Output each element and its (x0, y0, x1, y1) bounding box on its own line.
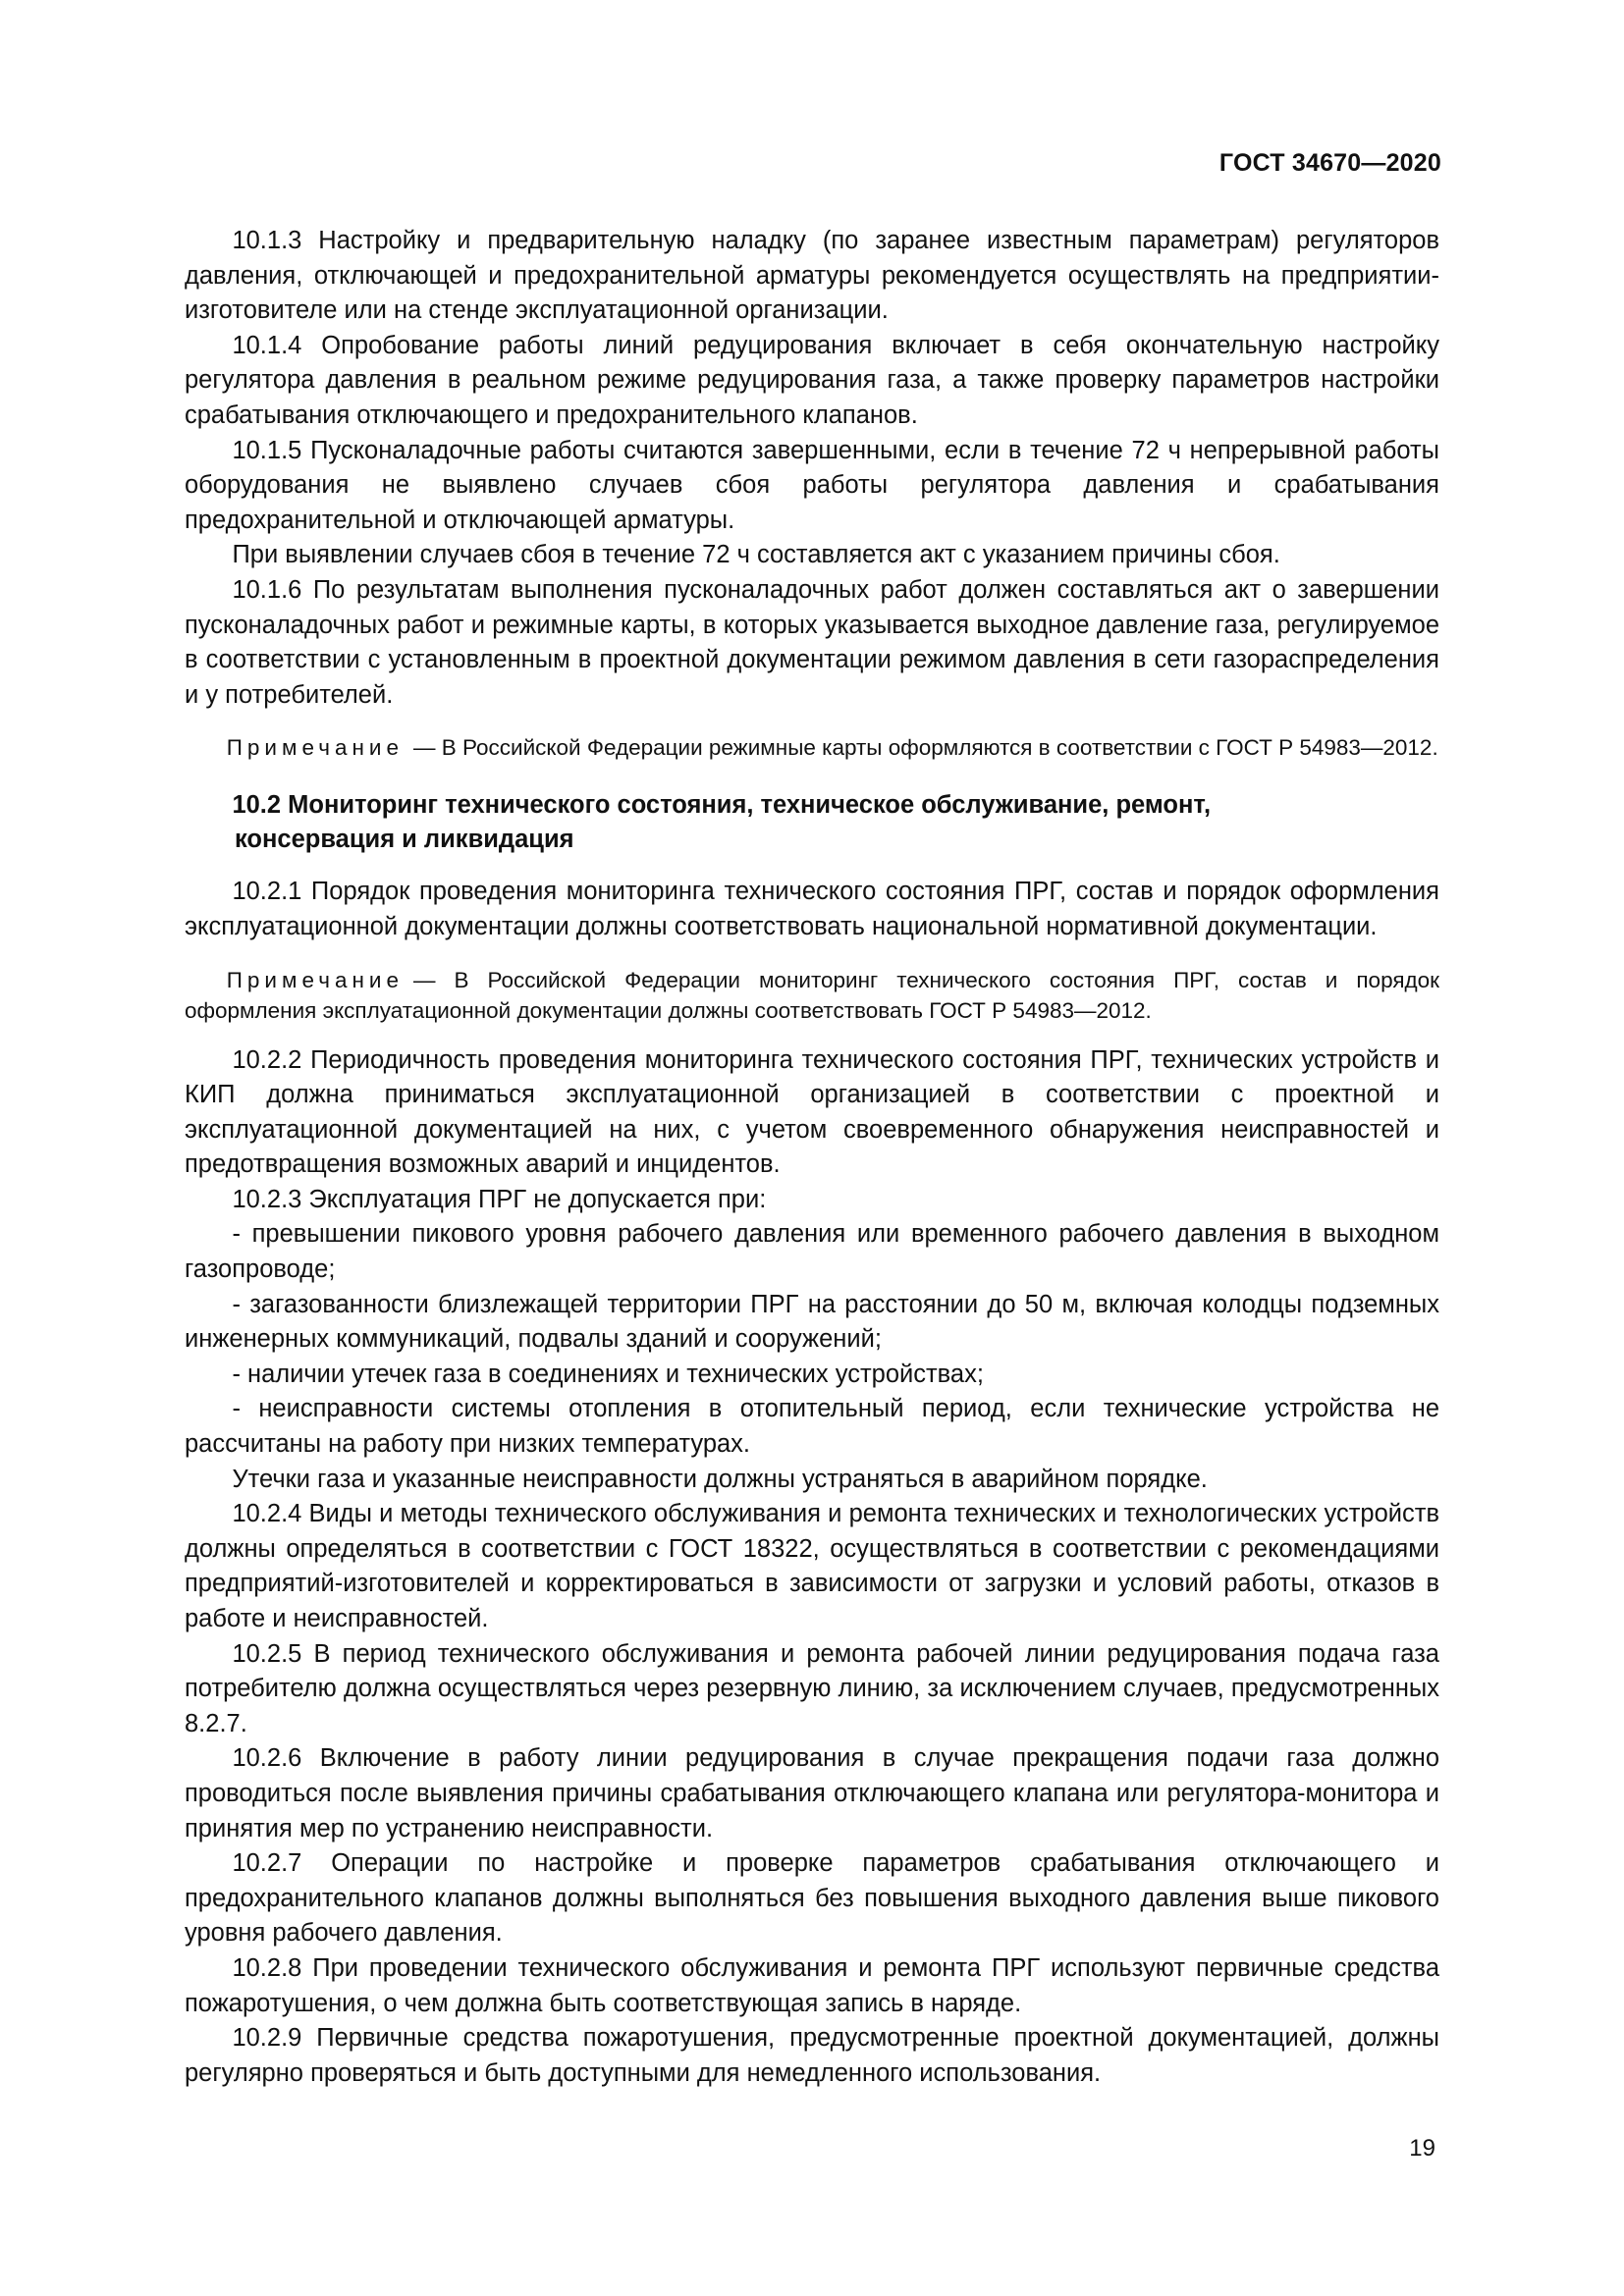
clause-10-2-8: 10.2.8 При проведении технического обслуживания и ремонта ПРГ используют первичные средства пожаротушения, о чем должна быть соответствующая запись в наряде. (185, 1953, 1439, 2017)
note-label: Примечание (226, 967, 404, 992)
clause-10-1-4: 10.1.4 Опробование работы линий редуцирования включает в себя окончательную настройку регулятора давления в реальном режиме редуцирования газа, а также проверку параметров настройки срабатывания отключающего и предохранительного клапанов. (185, 331, 1439, 429)
clause-10-1-3: 10.1.3 Настройку и предварительную наладку (по заранее известным параметрам) регуляторов давления, отключающей и предохранительной арматуры рекомендуется осуществлять на предприятии-изготовителе или на стенде эксплуатационной организации. (185, 227, 1439, 325)
section-heading-line-2: консервация и ликвидация (234, 826, 574, 854)
clause-10-1-6: 10.1.6 По результатам выполнения пусконаладочных работ должен составляться акт о завершении пусконаладочных работ и режимные карты, в которых указывается выходное давление газа, регулируемое в соответствии с установленным в проектной документации режимом давления в сети газораспределения и у потребителей. (185, 575, 1439, 709)
clause-10-2-3: 10.2.3 Эксплуатация ПРГ не допускается при: (232, 1185, 767, 1213)
document-id: ГОСТ 34670—2020 (1218, 149, 1441, 177)
clause-10-1-5: 10.1.5 Пусконаладочные работы считаются завершенными, если в течение 72 ч непрерывной работы оборудования не выявлено случаев сбоя работы регулятора давления и срабатывания предохранительной и отключающей арматуры. (185, 436, 1439, 534)
clause-10-2-2: 10.2.2 Периодичность проведения мониторинга технического состояния ПРГ, технических устройств и КИП должна приниматься эксплуатационной организацией в соответствии с проектной и эксплуатационной документацией на них, с учетом своевременного обнаружения неисправностей и предотвращения возможных аварий и инцидентов. (185, 1045, 1439, 1179)
clause-10-2-3-continuation: Утечки газа и указанные неисправности должны устраняться в аварийном порядке. (232, 1465, 1208, 1493)
clause-10-2-6: 10.2.6 Включение в работу линии редуцирования в случае прекращения подачи газа должно проводиться после выявления причины срабатывания отключающего клапана или регулятора-монитора и принятия мер по устранению неисправности. (185, 1744, 1439, 1842)
list-item: - превышении пикового уровня рабочего давления или временного рабочего давления в выходном газопроводе; (185, 1220, 1439, 1284)
section-heading-10-2 (185, 788, 1439, 857)
list-item: - наличии утечек газа в соединениях и технических устройствах; (232, 1360, 984, 1388)
list-item: - загазованности близлежащей территории ПРГ на расстоянии до 50 м, включая колодцы подземных инженерных коммуникаций, подвалы зданий и сооружений; (185, 1290, 1439, 1354)
note-2 (185, 965, 1439, 1026)
note-label: Примечание (226, 735, 404, 761)
clause-10-2-7: 10.2.7 Операции по настройке и проверке параметров срабатывания отключающего и предохранительного клапанов должны выполняться без повышения выходного давления выше пикового уровня рабочего давления. (185, 1849, 1439, 1948)
clause-10-2-9: 10.2.9 Первичные средства пожаротушения, предусмотренные проектной документацией, должны регулярно проверяться и быть доступными для немедленного использования. (185, 2024, 1439, 2087)
page-body (185, 224, 1439, 2091)
list-item: - неисправности системы отопления в отопительный период, если технические устройства не рассчитаны на работу при низких температурах. (185, 1395, 1439, 1459)
clause-10-2-5: 10.2.5 В период технического обслуживания и ремонта рабочей линии редуцирования подача газа потребителю должна осуществляться через резервную линию, за исключением случаев, предусмотренных 8.2.7. (185, 1639, 1439, 1737)
note-text: — В Российской Федерации режимные карты оформляются в соответствии с ГОСТ Р 54983—2012. (412, 735, 1438, 761)
clause-10-2-1: 10.2.1 Порядок проведения мониторинга технического состояния ПРГ, состав и порядок оформления эксплуатационной документации должны соответствовать национальной нормативной документации. (185, 878, 1439, 940)
section-heading-line-1: 10.2 Мониторинг технического состояния, техническое обслуживание, ремонт, (232, 791, 1212, 820)
page-number: 19 (1409, 2135, 1435, 2162)
note-1 (185, 732, 1439, 763)
note-text: — В Российской Федерации мониторинг технического состояния ПРГ, состав и порядок оформления эксплуатационной документации должны соответствовать ГОСТ Р 54983—2012. (185, 967, 1439, 1023)
clause-10-2-4: 10.2.4 Виды и методы технического обслуживания и ремонта технических и технологических устройств должны определяться в соответствии с ГОСТ 18322, осуществляться в соответствии с рекомендациями предприятий-изготовителей и корректироваться в зависимости от загрузки и условий работы, отказов в работе и неисправностей. (185, 1500, 1439, 1632)
clause-10-1-5-continuation: При выявлении случаев сбоя в течение 72 ч составляется акт с указанием причины сбоя. (232, 541, 1280, 569)
